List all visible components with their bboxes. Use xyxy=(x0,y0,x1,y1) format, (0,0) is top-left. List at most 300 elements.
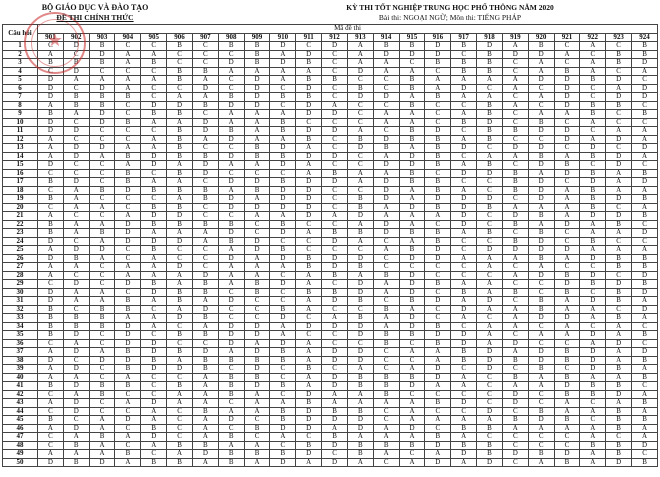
answer-cell: D xyxy=(141,399,167,408)
answer-cell: B xyxy=(502,178,528,187)
answer-cell: A xyxy=(115,458,141,467)
answer-cell: C xyxy=(425,118,451,127)
answer-cell: C xyxy=(167,373,193,382)
answer-cell: C xyxy=(477,373,503,382)
answer-cell: B xyxy=(192,220,218,229)
answer-cell: D xyxy=(554,101,580,110)
answer-cell: B xyxy=(244,450,270,459)
answer-cell: B xyxy=(322,288,348,297)
answer-cell: D xyxy=(347,254,373,263)
answer-cell: C xyxy=(580,93,606,102)
answer-cell: D xyxy=(218,152,244,161)
exam-code-923: 923 xyxy=(606,33,632,42)
answer-cell: C xyxy=(528,101,554,110)
answer-cell: B xyxy=(554,288,580,297)
answer-cell: C xyxy=(580,161,606,170)
answer-cell: B xyxy=(218,433,244,442)
answer-cell: C xyxy=(528,433,554,442)
answer-cell: C xyxy=(632,101,658,110)
answer-cell: C xyxy=(63,161,89,170)
answer-cell: C xyxy=(477,237,503,246)
answer-cell: C xyxy=(502,118,528,127)
answer-cell: A xyxy=(38,101,64,110)
table-row xyxy=(3,84,658,93)
answer-cell: A xyxy=(347,271,373,280)
answer-cell: D xyxy=(399,50,425,59)
answer-cell: C xyxy=(167,59,193,68)
question-number: 49 xyxy=(3,450,38,459)
table-row xyxy=(3,390,658,399)
answer-cell: D xyxy=(502,212,528,221)
answer-cell: D xyxy=(63,152,89,161)
answer-cell: C xyxy=(347,110,373,119)
answer-cell: A xyxy=(632,67,658,76)
answer-cell: D xyxy=(451,195,477,204)
answer-cell: A xyxy=(399,348,425,357)
answer-cell: A xyxy=(606,229,632,238)
answer-cell: C xyxy=(322,220,348,229)
answer-cell: D xyxy=(399,424,425,433)
answer-cell: D xyxy=(167,263,193,272)
answer-cell: A xyxy=(63,339,89,348)
answer-cell: D xyxy=(296,152,322,161)
answer-cell: C xyxy=(347,161,373,170)
table-row xyxy=(3,288,658,297)
answer-cell: C xyxy=(270,390,296,399)
answer-cell: B xyxy=(477,135,503,144)
answer-cell: B xyxy=(192,441,218,450)
answer-cell: C xyxy=(192,178,218,187)
answer-cell: A xyxy=(296,348,322,357)
answer-cell: A xyxy=(347,50,373,59)
answer-cell: A xyxy=(38,399,64,408)
answer-cell: B xyxy=(451,288,477,297)
answer-cell: B xyxy=(632,331,658,340)
answer-cell: B xyxy=(606,50,632,59)
answer-cell: D xyxy=(141,339,167,348)
answer-cell: D xyxy=(63,382,89,391)
answer-cell: A xyxy=(554,110,580,119)
answer-cell: B xyxy=(399,229,425,238)
answer-cell: C xyxy=(451,127,477,136)
answer-cell: B xyxy=(322,433,348,442)
answer-cell: B xyxy=(244,373,270,382)
answer-cell: B xyxy=(244,50,270,59)
answer-cell: C xyxy=(580,127,606,136)
table-row xyxy=(3,178,658,187)
answer-cell: B xyxy=(218,220,244,229)
answer-cell: C xyxy=(502,331,528,340)
answer-cell: A xyxy=(580,424,606,433)
question-number: 9 xyxy=(3,110,38,119)
answer-cell: D xyxy=(244,348,270,357)
answer-cell: A xyxy=(502,203,528,212)
table-row xyxy=(3,441,658,450)
answer-cell: D xyxy=(244,101,270,110)
table-row xyxy=(3,59,658,68)
answer-cell: C xyxy=(528,339,554,348)
answer-cell: D xyxy=(218,178,244,187)
answer-cell: C xyxy=(167,416,193,425)
answer-cell: A xyxy=(192,322,218,331)
question-number: 19 xyxy=(3,195,38,204)
answer-cell: C xyxy=(477,399,503,408)
answer-cell: D xyxy=(399,288,425,297)
answer-cell: B xyxy=(141,59,167,68)
answer-cell: D xyxy=(580,271,606,280)
answer-cell: B xyxy=(580,76,606,85)
table-row xyxy=(3,314,658,323)
answer-cell: D xyxy=(244,76,270,85)
answer-cell: D xyxy=(296,50,322,59)
answer-cell: B xyxy=(528,365,554,374)
answer-cell: B xyxy=(477,50,503,59)
answer-cell: D xyxy=(477,407,503,416)
answer-cell: C xyxy=(502,135,528,144)
answer-cell: D xyxy=(89,84,115,93)
answer-cell: C xyxy=(218,314,244,323)
answer-cell: B xyxy=(502,186,528,195)
answer-cell: D xyxy=(477,169,503,178)
answer-cell: D xyxy=(218,229,244,238)
answer-cell: A xyxy=(425,212,451,221)
answer-cell: A xyxy=(244,110,270,119)
answer-cell: B xyxy=(399,101,425,110)
answer-cell: C xyxy=(502,280,528,289)
answer-cell: C xyxy=(502,110,528,119)
answer-cell: C xyxy=(89,271,115,280)
answer-cell: D xyxy=(373,220,399,229)
answer-cell: A xyxy=(244,339,270,348)
answer-cell: B xyxy=(580,280,606,289)
answer-cell: B xyxy=(167,152,193,161)
answer-cell: A xyxy=(425,356,451,365)
answer-cell: B xyxy=(425,144,451,153)
answer-cell: D xyxy=(296,110,322,119)
answer-cell: D xyxy=(244,178,270,187)
answer-cell: C xyxy=(477,220,503,229)
answer-cell: A xyxy=(141,118,167,127)
answer-cell: C xyxy=(554,263,580,272)
exam-code-903: 903 xyxy=(89,33,115,42)
table-row xyxy=(3,271,658,280)
answer-cell: A xyxy=(632,135,658,144)
answer-cell: D xyxy=(270,203,296,212)
answer-cell: A xyxy=(141,50,167,59)
answer-cell: A xyxy=(606,186,632,195)
table-header-row-1 xyxy=(3,25,658,34)
answer-cell: A xyxy=(606,127,632,136)
answer-cell: C xyxy=(141,42,167,51)
question-number: 22 xyxy=(3,220,38,229)
answer-cell: A xyxy=(244,399,270,408)
answer-cell: A xyxy=(115,76,141,85)
answer-cell: A xyxy=(296,458,322,467)
table-row xyxy=(3,212,658,221)
answer-cell: A xyxy=(167,229,193,238)
answer-cell: B xyxy=(606,416,632,425)
answer-cell: B xyxy=(270,416,296,425)
answer-cell: C xyxy=(89,399,115,408)
answer-cell: D xyxy=(451,450,477,459)
answer-cell: B xyxy=(218,356,244,365)
answer-cell: A xyxy=(373,59,399,68)
answer-cell: B xyxy=(632,416,658,425)
answer-cell: C xyxy=(606,271,632,280)
answer-cell: A xyxy=(218,407,244,416)
table-row xyxy=(3,127,658,136)
answer-cell: D xyxy=(192,450,218,459)
answer-cell: C xyxy=(115,195,141,204)
answer-cell: C xyxy=(373,356,399,365)
question-number: 2 xyxy=(3,50,38,59)
answer-cell: C xyxy=(38,339,64,348)
answer-cell: B xyxy=(89,186,115,195)
answer-cell: B xyxy=(477,101,503,110)
answer-cell: B xyxy=(141,203,167,212)
answer-cell: A xyxy=(580,314,606,323)
answer-cell: D xyxy=(528,144,554,153)
answer-cell: C xyxy=(528,280,554,289)
answer-cell: A xyxy=(322,424,348,433)
answer-cell: A xyxy=(270,67,296,76)
answer-cell: A xyxy=(399,407,425,416)
answer-cell: C xyxy=(502,93,528,102)
answer-cell: A xyxy=(192,416,218,425)
answer-cell: A xyxy=(296,339,322,348)
answer-cell: A xyxy=(244,458,270,467)
answer-cell: B xyxy=(580,186,606,195)
answer-cell: A xyxy=(347,220,373,229)
answer-cell: B xyxy=(296,93,322,102)
answer-cell: C xyxy=(167,339,193,348)
answer-cell: D xyxy=(425,42,451,51)
answer-cell: C xyxy=(38,441,64,450)
answer-cell: C xyxy=(63,169,89,178)
answer-cell: D xyxy=(528,356,554,365)
answer-cell: C xyxy=(218,305,244,314)
answer-cell: C xyxy=(399,263,425,272)
question-number: 11 xyxy=(3,127,38,136)
answer-cell: A xyxy=(218,280,244,289)
answer-cell: C xyxy=(141,331,167,340)
answer-cell: A xyxy=(141,271,167,280)
answer-cell: B xyxy=(477,203,503,212)
answer-cell: A xyxy=(63,263,89,272)
answer-cell: C xyxy=(502,59,528,68)
answer-cell: B xyxy=(477,110,503,119)
answer-cell: A xyxy=(89,254,115,263)
answer-cell: B xyxy=(167,135,193,144)
answer-cell: B xyxy=(192,152,218,161)
answer-cell: D xyxy=(141,101,167,110)
answer-cell: A xyxy=(399,144,425,153)
answer-cell: A xyxy=(192,135,218,144)
answer-cell: C xyxy=(244,416,270,425)
answer-cell: D xyxy=(347,356,373,365)
answer-cell: D xyxy=(322,254,348,263)
answer-cell: C xyxy=(347,76,373,85)
answer-cell: D xyxy=(554,246,580,255)
answer-cell: B xyxy=(89,314,115,323)
answer-cell: C xyxy=(322,67,348,76)
table-row xyxy=(3,50,658,59)
answer-cell: D xyxy=(115,186,141,195)
answer-cell: C xyxy=(141,195,167,204)
answer-cell: B xyxy=(296,365,322,374)
answer-cell: A xyxy=(192,373,218,382)
answer-cell: A xyxy=(192,237,218,246)
question-number: 41 xyxy=(3,382,38,391)
answer-cell: A xyxy=(38,450,64,459)
answer-cell: A xyxy=(38,365,64,374)
exam-code-906: 906 xyxy=(167,33,193,42)
answer-cell: C xyxy=(270,84,296,93)
answer-cell: B xyxy=(38,110,64,119)
answer-cell: C xyxy=(373,101,399,110)
answer-cell: C xyxy=(451,152,477,161)
answer-cell: C xyxy=(115,135,141,144)
answer-cell: A xyxy=(38,212,64,221)
answer-cell: A xyxy=(192,229,218,238)
question-number: 33 xyxy=(3,314,38,323)
answer-cell: B xyxy=(347,373,373,382)
answer-cell: A xyxy=(632,297,658,306)
answer-cell: A xyxy=(554,424,580,433)
answer-cell: A xyxy=(167,195,193,204)
answer-cell: D xyxy=(347,348,373,357)
answer-cell: D xyxy=(528,186,554,195)
answer-cell: D xyxy=(632,305,658,314)
answer-cell: B xyxy=(580,110,606,119)
answer-cell: D xyxy=(192,271,218,280)
answer-cell: C xyxy=(580,50,606,59)
answer-cell: A xyxy=(89,348,115,357)
answer-cell: C xyxy=(141,450,167,459)
answer-cell: D xyxy=(244,84,270,93)
exam-code-910: 910 xyxy=(270,33,296,42)
answer-cell: A xyxy=(399,433,425,442)
answer-cell: C xyxy=(38,407,64,416)
answer-cell: A xyxy=(477,288,503,297)
answer-cell: C xyxy=(167,433,193,442)
answer-cell: D xyxy=(322,441,348,450)
answer-cell: B xyxy=(425,229,451,238)
answer-cell: A xyxy=(632,433,658,442)
answer-cell: D xyxy=(322,373,348,382)
answer-cell: D xyxy=(322,416,348,425)
answer-cell: A xyxy=(373,246,399,255)
answer-cell: C xyxy=(399,450,425,459)
answer-cell: A xyxy=(451,416,477,425)
answer-cell: D xyxy=(218,59,244,68)
answer-cell: B xyxy=(554,390,580,399)
answer-cell: B xyxy=(425,178,451,187)
table-row xyxy=(3,365,658,374)
answer-cell: D xyxy=(167,212,193,221)
answer-cell: B xyxy=(115,118,141,127)
answer-cell: A xyxy=(606,399,632,408)
answer-cell: B xyxy=(167,110,193,119)
question-number: 5 xyxy=(3,76,38,85)
answer-cell: C xyxy=(63,416,89,425)
answer-cell: A xyxy=(38,263,64,272)
question-number: 6 xyxy=(3,84,38,93)
answer-cell: B xyxy=(244,152,270,161)
answer-cell: C xyxy=(270,441,296,450)
answer-cell: D xyxy=(141,365,167,374)
answer-cell: A xyxy=(89,220,115,229)
answer-cell: B xyxy=(347,297,373,306)
exam-code-911: 911 xyxy=(296,33,322,42)
answer-cell: D xyxy=(425,441,451,450)
answer-cell: B xyxy=(425,93,451,102)
answer-cell: B xyxy=(528,152,554,161)
answer-cell: B xyxy=(632,50,658,59)
answer-cell: D xyxy=(528,416,554,425)
answer-cell: D xyxy=(502,246,528,255)
table-row xyxy=(3,450,658,459)
answer-cell: D xyxy=(425,458,451,467)
answer-cell: A xyxy=(425,382,451,391)
answer-cell: B xyxy=(244,59,270,68)
answer-cell: D xyxy=(399,314,425,323)
answer-cell: D xyxy=(270,42,296,51)
answer-cell: D xyxy=(270,144,296,153)
answer-cell: C xyxy=(38,42,64,51)
exam-code-904: 904 xyxy=(115,33,141,42)
answer-cell: A xyxy=(502,42,528,51)
answer-cell: D xyxy=(115,356,141,365)
table-row xyxy=(3,331,658,340)
answer-cell: C xyxy=(296,246,322,255)
answer-cell: B xyxy=(167,441,193,450)
answer-cell: C xyxy=(218,144,244,153)
answer-cell: D xyxy=(322,263,348,272)
answer-cell: D xyxy=(528,271,554,280)
answer-cell: C xyxy=(425,110,451,119)
answer-cell: C xyxy=(115,246,141,255)
answer-cell: B xyxy=(322,229,348,238)
answer-cell: A xyxy=(373,424,399,433)
table-row xyxy=(3,110,658,119)
answer-cell: A xyxy=(502,314,528,323)
answer-cell: B xyxy=(502,237,528,246)
answer-cell: C xyxy=(528,135,554,144)
answer-cell: B xyxy=(528,118,554,127)
exam-code-907: 907 xyxy=(192,33,218,42)
answer-cell: C xyxy=(270,297,296,306)
answer-cell: B xyxy=(63,322,89,331)
answer-cell: D xyxy=(606,76,632,85)
answer-cell: C xyxy=(296,433,322,442)
answer-cell: C xyxy=(502,297,528,306)
answer-cell: B xyxy=(632,110,658,119)
answer-cell: D xyxy=(115,220,141,229)
answer-cell: D xyxy=(606,212,632,221)
answer-cell: D xyxy=(167,365,193,374)
answer-cell: A xyxy=(477,93,503,102)
answer-cell: B xyxy=(115,169,141,178)
table-row xyxy=(3,458,658,467)
answer-cell: C xyxy=(528,84,554,93)
answer-cell: C xyxy=(63,135,89,144)
answer-cell: A xyxy=(528,220,554,229)
answer-cell: C xyxy=(192,263,218,272)
answer-cell: A xyxy=(115,271,141,280)
answer-cell: B xyxy=(399,42,425,51)
answer-cell: D xyxy=(322,178,348,187)
